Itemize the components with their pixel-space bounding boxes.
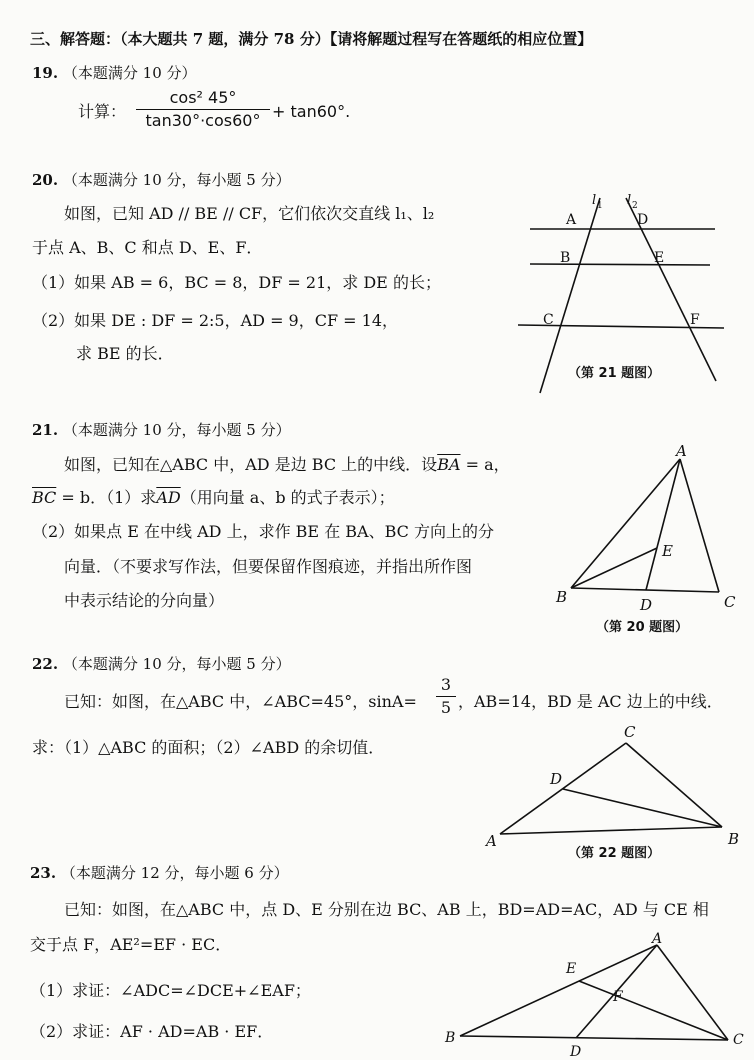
q20-label-a: A — [566, 212, 577, 228]
q22-label-b: B — [728, 830, 740, 848]
q23-label-e: E — [566, 961, 577, 977]
q21-label-d: D — [640, 596, 653, 614]
q23-number: 23. — [30, 864, 57, 882]
q21-part2a: （2）如果点 E 在中线 AD 上，求作 BE 在 BA、BC 方向上的分 — [32, 522, 494, 541]
q23-label-d: D — [570, 1044, 582, 1060]
q23-part2: （2）求证：AF · AD=AB · EF． — [30, 1022, 274, 1041]
q22-ask: 求：（1）△ABC 的面积；（2）∠ABD 的余切值． — [32, 738, 385, 757]
q21-eq-b: = b．（1）求 — [56, 488, 157, 507]
q23-line1: 已知：如图，在△ABC 中，点 D、E 分别在边 BC、AB 上，BD=AD=AC，AD 与 CE 相 — [64, 900, 709, 919]
q22-label-d: D — [550, 770, 563, 788]
q23-label-b: B — [445, 1030, 456, 1046]
section-heading: 三、解答题：（本大题共 7 题，满分 78 分）【请将解题过程写在答题纸的相应位置】 — [30, 30, 593, 48]
q21-number: 21. — [32, 421, 59, 439]
q21-vector-ba: $\overline{BA}$ — [437, 455, 461, 474]
segment-bc — [460, 1036, 728, 1040]
q21-eq-a: = a， — [460, 455, 510, 474]
q20-label-l1-sub: 1 — [597, 201, 603, 211]
q23-label-a: A — [652, 931, 663, 947]
q20-number: 20. — [32, 171, 59, 189]
q22-label-a: A — [486, 832, 497, 850]
q20-label-l2: l — [627, 193, 632, 208]
q20-part2b: 求 BE 的长． — [76, 344, 174, 363]
q20-part2a: （2）如果 DE : DF = 2:5，AD = 9，CF = 14， — [32, 311, 399, 330]
q20-label-f: F — [690, 312, 700, 328]
q21-label-b: B — [556, 588, 568, 606]
q19-score: （本题满分 10 分） — [62, 64, 197, 82]
q22-number: 22. — [32, 655, 59, 673]
q21-vector-bc: $\overline{BC}$ — [32, 488, 57, 507]
q21-part2b: 向量．（不要求写作法，但要保留作图痕迹，并指出所作图 — [64, 557, 473, 576]
q19-suffix: + tan60°. — [272, 102, 351, 121]
q21-label-c: C — [724, 593, 736, 611]
q22-score: （本题满分 10 分，每小题 5 分） — [62, 655, 291, 673]
segment-ab — [460, 945, 657, 1036]
q20-label-l2-sub: 2 — [632, 201, 638, 211]
q20-label-b: B — [560, 250, 571, 266]
q23-line2: 交于点 F，AE²=EF · EC． — [30, 935, 232, 954]
q23-label-c: C — [733, 1032, 744, 1048]
q21-score: （本题满分 10 分，每小题 5 分） — [62, 421, 291, 439]
q21-vector-ad: $\overline{AD}$ — [156, 488, 181, 507]
q21-figure-caption: （第 20 题图） — [596, 620, 689, 635]
q19-numerator: cos² 45° — [169, 88, 237, 107]
q21-label-a: A — [676, 442, 687, 460]
q20-label-e: E — [654, 250, 665, 266]
q22-given-b: ，AB=14，BD 是 AC 边上的中线． — [458, 692, 723, 711]
q19-prefix: 计算： — [78, 102, 127, 121]
q20-label-d: D — [637, 212, 649, 228]
q20-score: （本题满分 10 分，每小题 5 分） — [62, 171, 291, 189]
q22-given-a: 已知：如图，在△ABC 中，∠ABC=45°，sinA= — [64, 692, 417, 711]
q23-label-f: F — [613, 989, 623, 1005]
q20-part1: （1）如果 AB = 6，BC = 8，DF = 21，求 DE 的长； — [32, 273, 441, 292]
q20-label-c: C — [543, 312, 554, 328]
q19-denominator: tan30°·cos60° — [145, 111, 261, 130]
q22-frac-num: 3 — [440, 675, 452, 694]
q21-line2-tail: （用向量 a、b 的式子表示）； — [180, 488, 395, 507]
q21-part2c: 中表示结论的分向量） — [64, 591, 225, 610]
q21-line1-text: 如图，已知在△ABC 中，AD 是边 BC 上的中线．设 — [64, 455, 438, 474]
q20-figure-caption: （第 21 题图） — [568, 366, 661, 381]
q23-part1: （1）求证：∠ADC=∠DCE+∠EAF； — [30, 981, 311, 1000]
q21-label-e: E — [662, 542, 673, 560]
q22-frac-den: 5 — [440, 698, 452, 717]
q22-label-c: C — [624, 723, 636, 741]
q20-line2: 于点 A、B、C 和点 D、E、F． — [32, 238, 263, 257]
q23-score: （本题满分 12 分，每小题 6 分） — [60, 864, 289, 882]
q20-label-l1: l — [592, 193, 597, 208]
q22-figure-caption: （第 22 题图） — [568, 846, 661, 861]
q20-line1: 如图，已知 AD // BE // CF，它们依次交直线 l₁、l₂ — [64, 204, 435, 223]
q19-number: 19. — [32, 64, 59, 82]
